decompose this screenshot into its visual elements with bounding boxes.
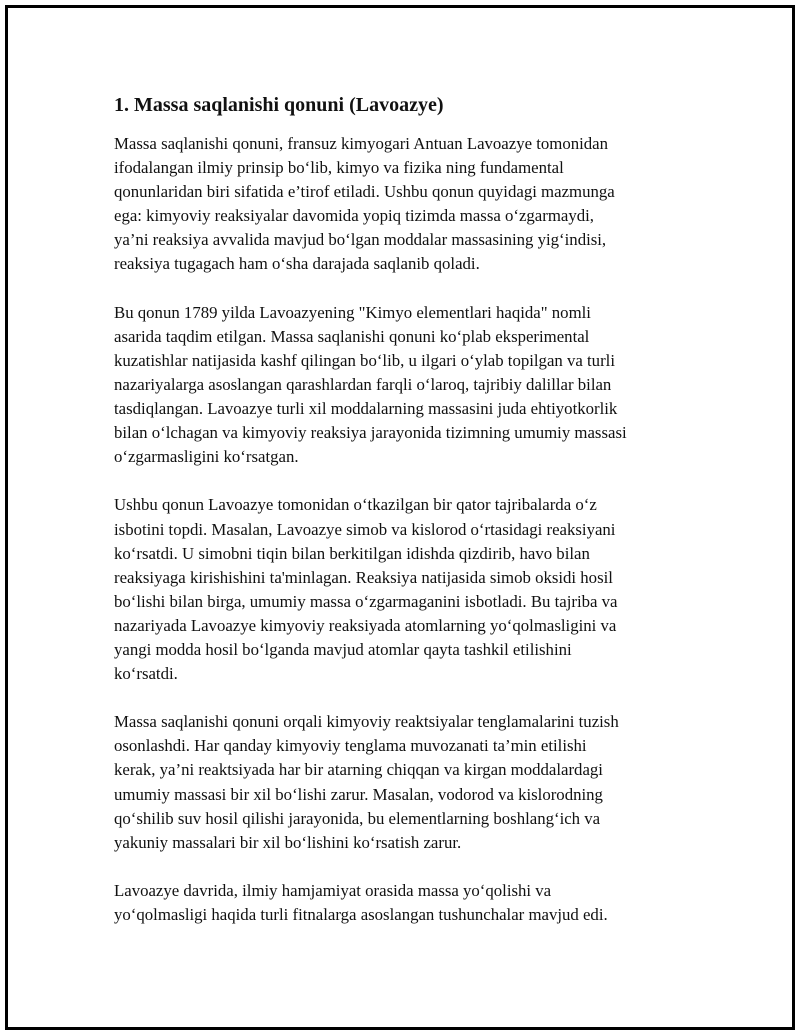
paragraph-1: Massa saqlanishi qonuni, fransuz kimyogari Antuan Lavoazye tomonidan ifodalangan ilmiy prinsip bo‘lib, kimyo va fizika ning fundamental qonunlaridan biri sifatida e’tirof etiladi. Ushbu qonun quyidagi mazmunga ega: kimyoviy reaksiyalar davomida yopiq tizimda massa o‘zgarmaydi, ya’ni reaksiya avvalida mavjud bo‘lgan moddalar massasining yig‘indisi, reaksiya tugagach ham o‘sha darajada saqlanib qoladi. [114, 134, 615, 274]
document-content [114, 93, 694, 927]
paragraph-3: Ushbu qonun Lavoazye tomonidan o‘tkazilgan bir qator tajribalarda o‘z isbotini topdi. Masalan, Lavoazye simob va kislorod o‘rtasidagi reaksiyani ko‘rsatdi. U simobni tiqin bilan berkitilgan idishda qizdirib, havo bilan reaksiyaga kirishishini ta'minlagan. Reaksiya natijasida simob oksidi hosil bo‘lishi bilan birga, umumiy massa o‘zgarmaganini isbotladi. Bu tajriba va nazariyada Lavoazye kimyoviy reaksiyada atomlarning yo‘qolmasligini va yangi modda hosil bo‘lganda mavjud atomlar qayta tashkil etilishini ko‘rsatdi. [114, 495, 618, 684]
document-title: 1. Massa saqlanishi qonuni (Lavoazye) [114, 94, 444, 116]
paragraph-4: Massa saqlanishi qonuni orqali kimyoviy reaktsiyalar tenglamalarini tuzish osonlashdi. Har qanday kimyoviy tenglama muvozanati ta’min etilishi kerak, ya’ni reaktsiyada har bir atarning chiqqan va kirgan moddalardagi umumiy massasi bir xil bo‘lishi zarur. Masalan, vodorod va kislorodning qo‘shilib suv hosil qilishi jarayonida, bu elementlarning boshlang‘ich va yakuniy massalari bir xil bo‘lishini ko‘rsatish zarur. [114, 712, 619, 852]
paragraph-spacer [114, 469, 694, 493]
paragraph-2: Bu qonun 1789 yilda Lavoazyening "Kimyo elementlari haqida" nomli asarida taqdim etilgan. Massa saqlanishi qonuni ko‘plab eksperimental kuzatishlar natijasida kashf qilingan bo‘lib, u ilgari o‘ylab topilgan va turli nazariyalarga asoslangan qarashlardan farqli o‘laroq, tajribiy dalillar bilan tasdiqlangan. Lavoazye turli xil moddalarning massasini juda ehtiyotkorlik bilan o‘lchagan va kimyoviy reaksiya jarayonida tizimning umumiy massasi o‘zgarmasligini ko‘rsatgan. [114, 302, 627, 467]
paragraph-spacer [114, 686, 694, 710]
paragraph-spacer [114, 277, 694, 301]
paragraph-5: Lavoazye davrida, ilmiy hamjamiyat orasida massa yo‘qolishi va yo‘qolmasligi haqida turli fitnalarga asoslangan tushunchalar mavjud edi. [114, 880, 608, 924]
paragraph-spacer [114, 855, 694, 879]
